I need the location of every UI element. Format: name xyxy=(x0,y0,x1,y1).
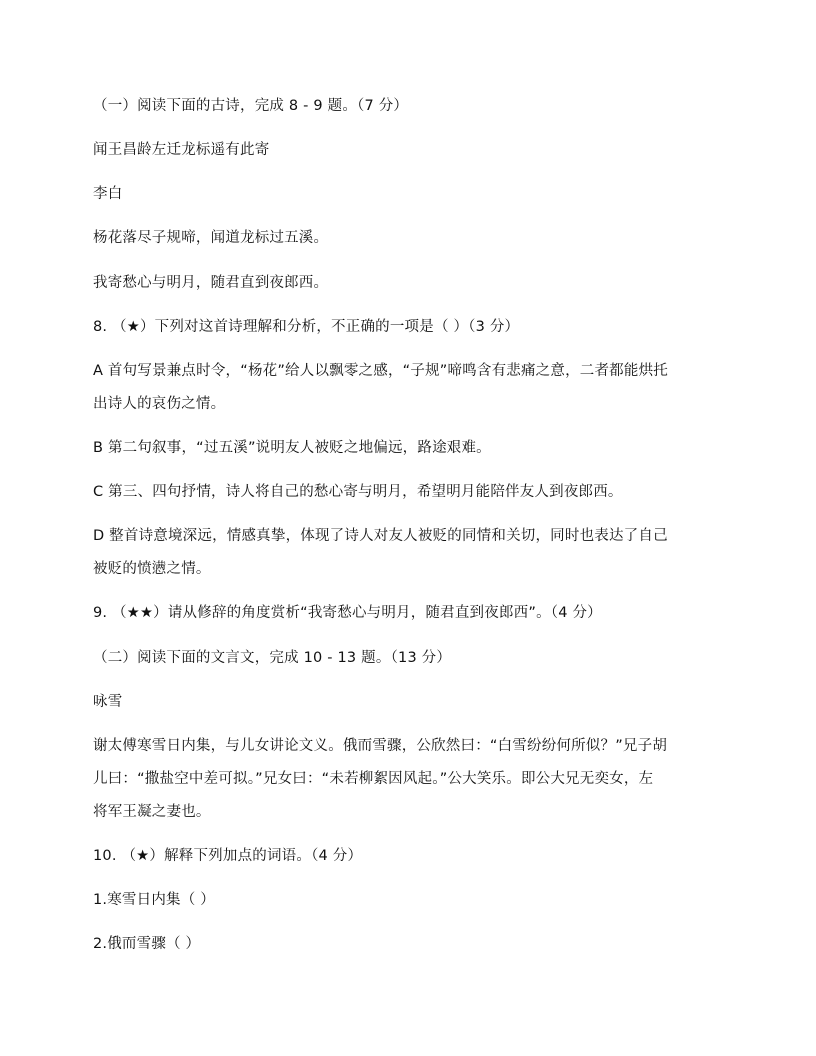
question-9: 9. （★★）请从修辞的角度赏析“我寄愁心与明月，随君直到夜郎西”。（4 分） xyxy=(93,605,602,621)
question-8-option-d-line-2: 被贬的愤懑之情。 xyxy=(93,561,211,577)
poem-line-2: 我寄愁心与明月，随君直到夜郎西。 xyxy=(93,275,329,291)
question-8-stem: 8. （★）下列对这首诗理解和分析，不正确的一项是（ ）（3 分） xyxy=(93,319,520,335)
passage-line-3: 将军王凝之妻也。 xyxy=(93,804,211,820)
question-10-item-2: 2.俄而雪骤（ ） xyxy=(93,936,201,952)
question-8-option-c: C 第三、四句抒情，诗人将自己的愁心寄与明月，希望明月能陪伴友人到夜郎西。 xyxy=(93,484,623,500)
passage-line-2: 儿曰：“撒盐空中差可拟。”兄女曰：“未若柳絮因风起。”公大笑乐。即公大兄无奕女，左 xyxy=(93,771,654,787)
section2-heading: （二）阅读下面的文言文，完成 10 - 13 题。（13 分） xyxy=(93,650,452,666)
question-10-stem: 10. （★）解释下列加点的词语。（4 分） xyxy=(93,848,363,864)
question-8-option-b: B 第二句叙事，“过五溪”说明友人被贬之地偏远，路途艰难。 xyxy=(93,440,491,456)
poem-title: 闻王昌龄左迁龙标遥有此寄 xyxy=(93,142,270,158)
passage-title: 咏雪 xyxy=(93,694,123,710)
question-8-option-a-line-2: 出诗人的哀伤之情。 xyxy=(93,396,226,412)
section1-heading: （一）阅读下面的古诗，完成 8 - 9 题。（7 分） xyxy=(93,98,409,114)
poem-line-1: 杨花落尽子规啼，闻道龙标过五溪。 xyxy=(93,230,329,246)
passage-line-1: 谢太傅寒雪日内集，与儿女讲论文义。俄而雪骤，公欣然曰：“白雪纷纷何所似？”兄子胡 xyxy=(93,738,668,754)
poem-author: 李白 xyxy=(93,186,123,202)
question-8-option-d-line-1: D 整首诗意境深远，情感真挚，体现了诗人对友人被贬的同情和关切，同时也表达了自己 xyxy=(93,528,668,544)
question-10-item-1: 1.寒雪日内集（ ） xyxy=(93,892,215,908)
question-8-option-a-line-1: A 首句写景兼点时令，“杨花”给人以飘零之感，“子规”啼鸣含有悲痛之意，二者都能烘托 xyxy=(93,363,668,379)
